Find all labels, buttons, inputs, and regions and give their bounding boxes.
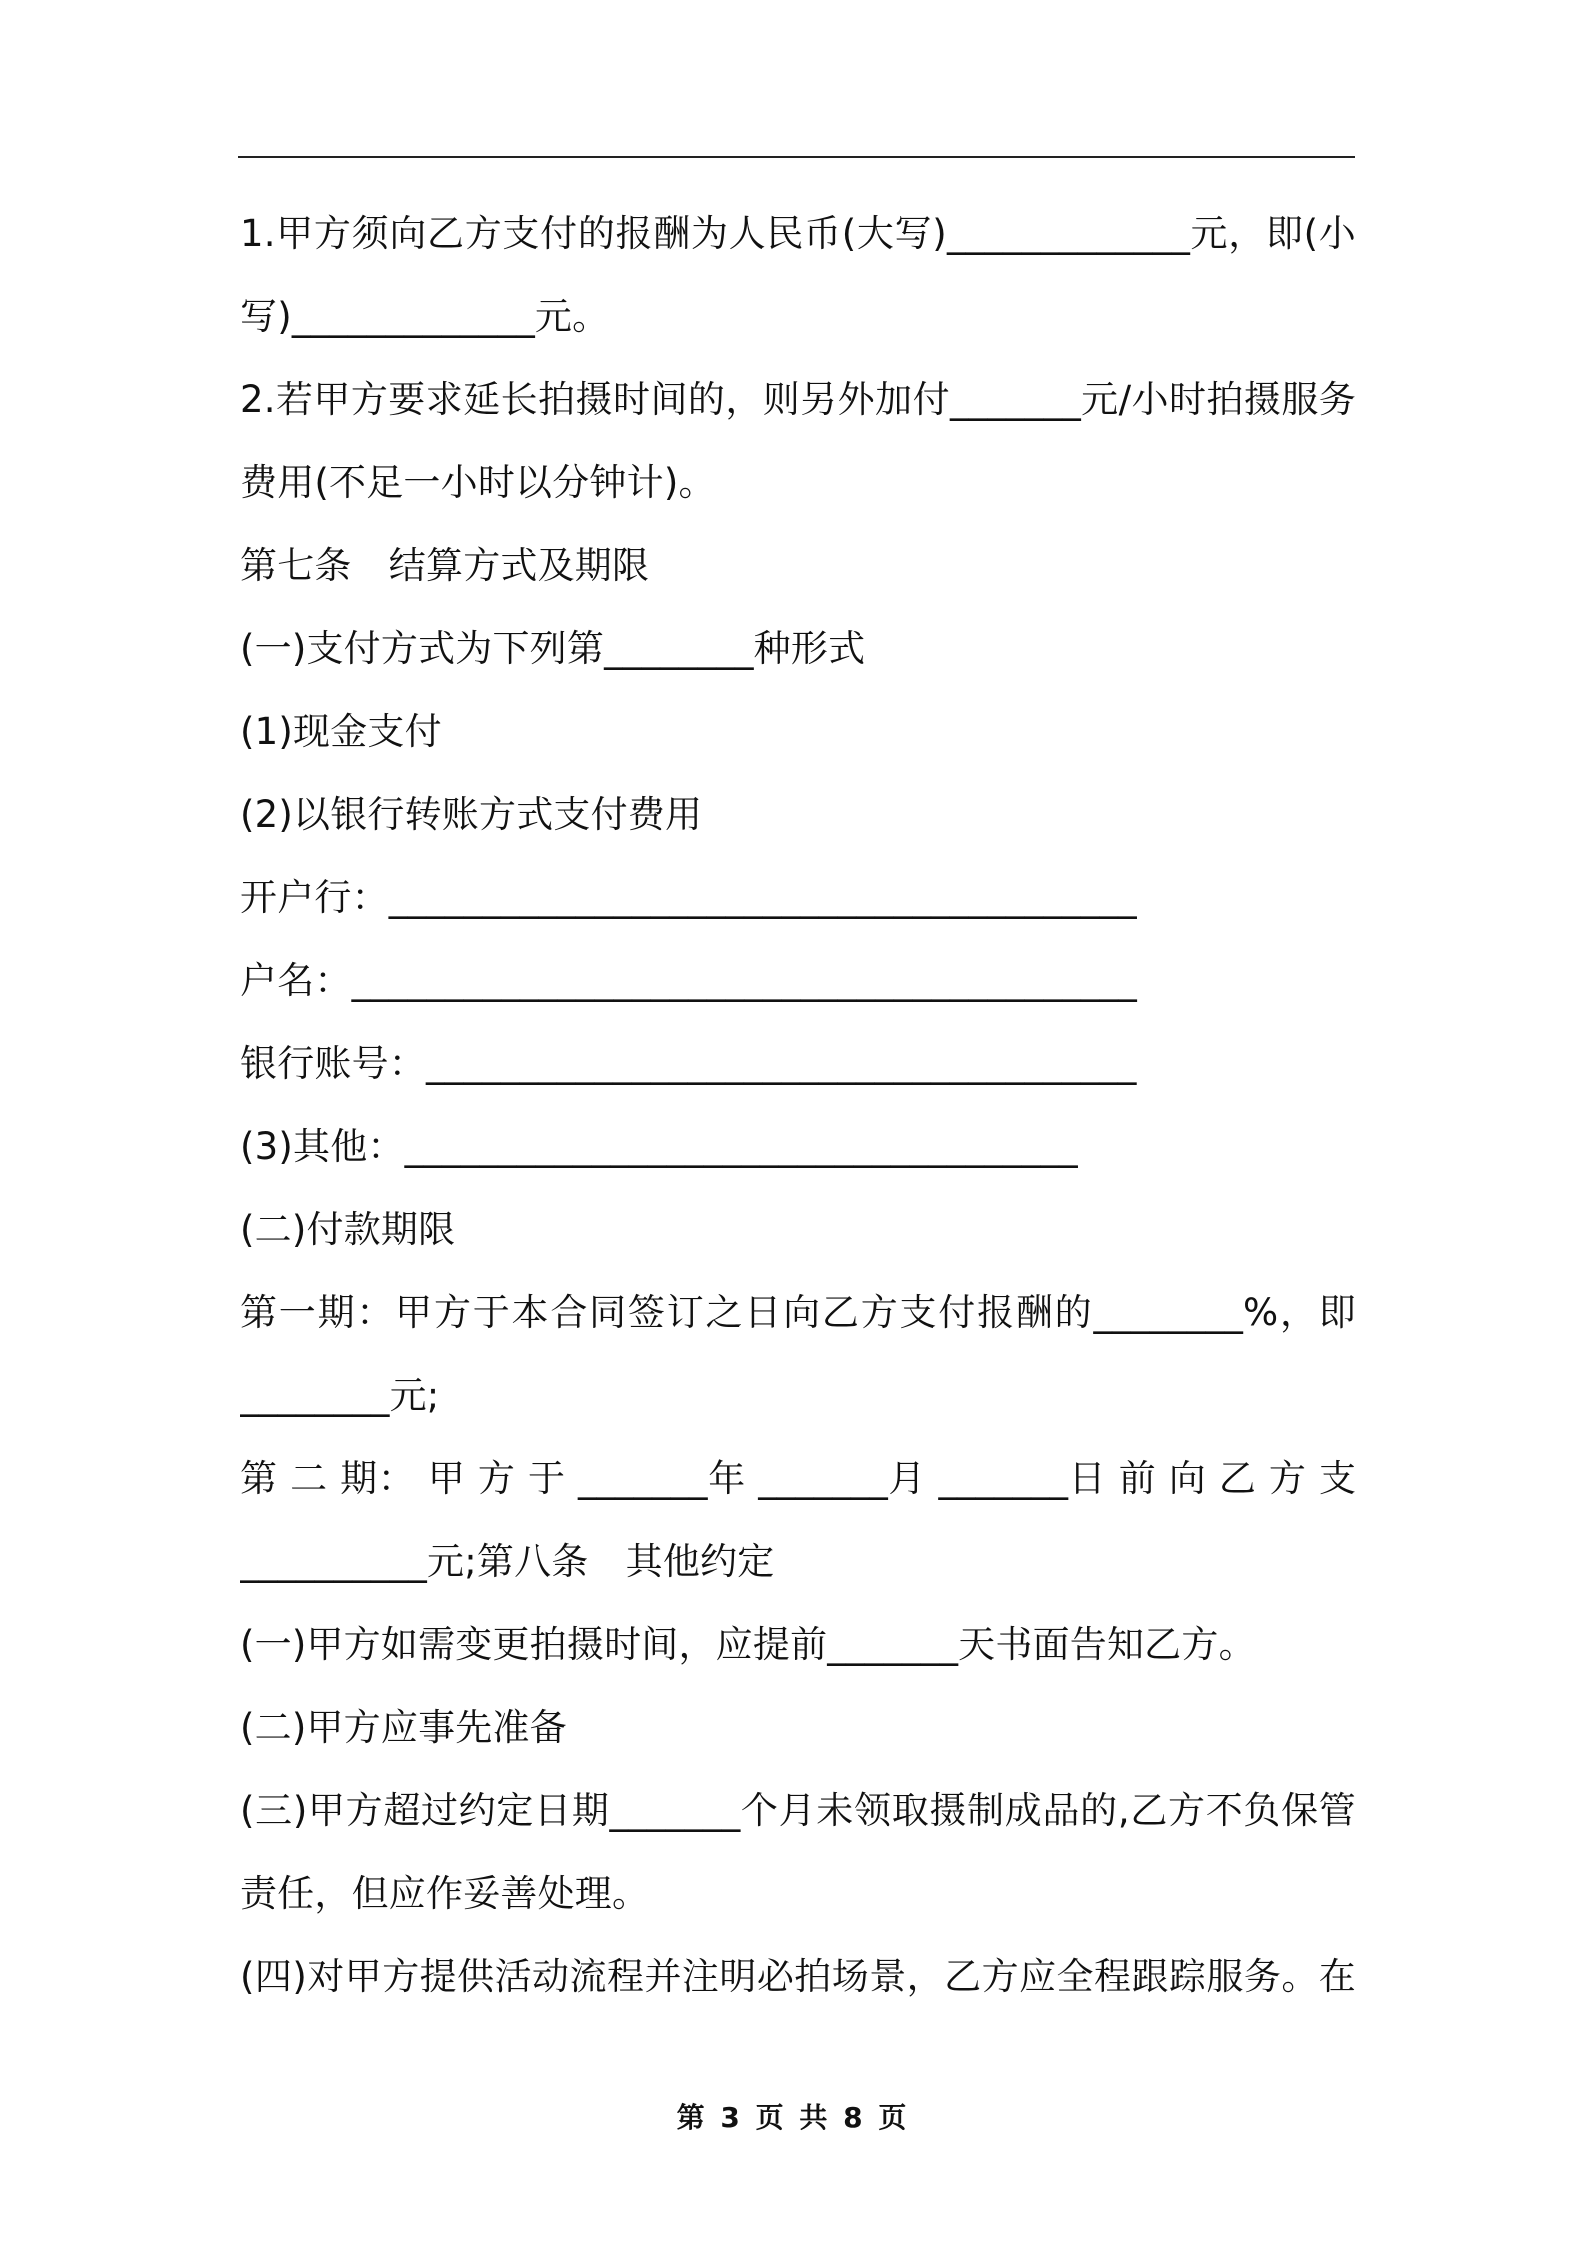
text-line: 第 二 期： 甲 方 于 _______年 _______月 _______日 前 向 乙 方 支 xyxy=(240,1457,1356,1500)
text-line: 责任，但应作妥善处理。 xyxy=(240,1872,650,1915)
text-line: (四)对甲方提供活动流程并注明必拍场景，乙方应全程跟踪服务。在 xyxy=(240,1955,1356,1998)
text-line: 第一期：甲方于本合同签订之日向乙方支付报酬的________%，即 xyxy=(240,1291,1356,1334)
text-line: (三)甲方超过约定日期_______个月未领取摄制成品的,乙方不负保管 xyxy=(240,1789,1356,1832)
text-line: (一)支付方式为下列第________种形式 xyxy=(240,627,866,670)
text-line: 户名：__________________________________________ xyxy=(240,959,1137,1002)
text-line: (二)甲方应事先准备 xyxy=(240,1706,567,1749)
header-rule xyxy=(238,156,1355,158)
text-line: ________元; xyxy=(240,1374,440,1417)
text-line: (1)现金支付 xyxy=(240,710,442,753)
text-line: (3)其他：____________________________________ xyxy=(240,1125,1078,1168)
text-line: (一)甲方如需变更拍摄时间，应提前_______天书面告知乙方。 xyxy=(240,1623,1256,1666)
text-line: 写)_____________元。 xyxy=(240,295,610,338)
section-heading: 第七条 结算方式及期限 xyxy=(240,544,650,587)
text-line: 开户行：________________________________________ xyxy=(240,876,1137,919)
text-line: __________元;第八条 其他约定 xyxy=(240,1540,775,1583)
text-line: 2.若甲方要求延长拍摄时间的，则另外加付_______元/小时拍摄服务 xyxy=(240,378,1356,421)
text-line: 1.甲方须向乙方支付的报酬为人民币(大写)_____________元，即(小 xyxy=(240,212,1356,255)
text-line: (2)以银行转账方式支付费用 xyxy=(240,793,703,836)
page-number: 第 3 页 共 8 页 xyxy=(676,2101,910,2134)
text-line: (二)付款期限 xyxy=(240,1208,456,1251)
text-line: 银行账号：______________________________________ xyxy=(240,1042,1137,1085)
text-line: 费用(不足一小时以分钟计)。 xyxy=(240,461,716,504)
document-body xyxy=(240,192,1356,2018)
